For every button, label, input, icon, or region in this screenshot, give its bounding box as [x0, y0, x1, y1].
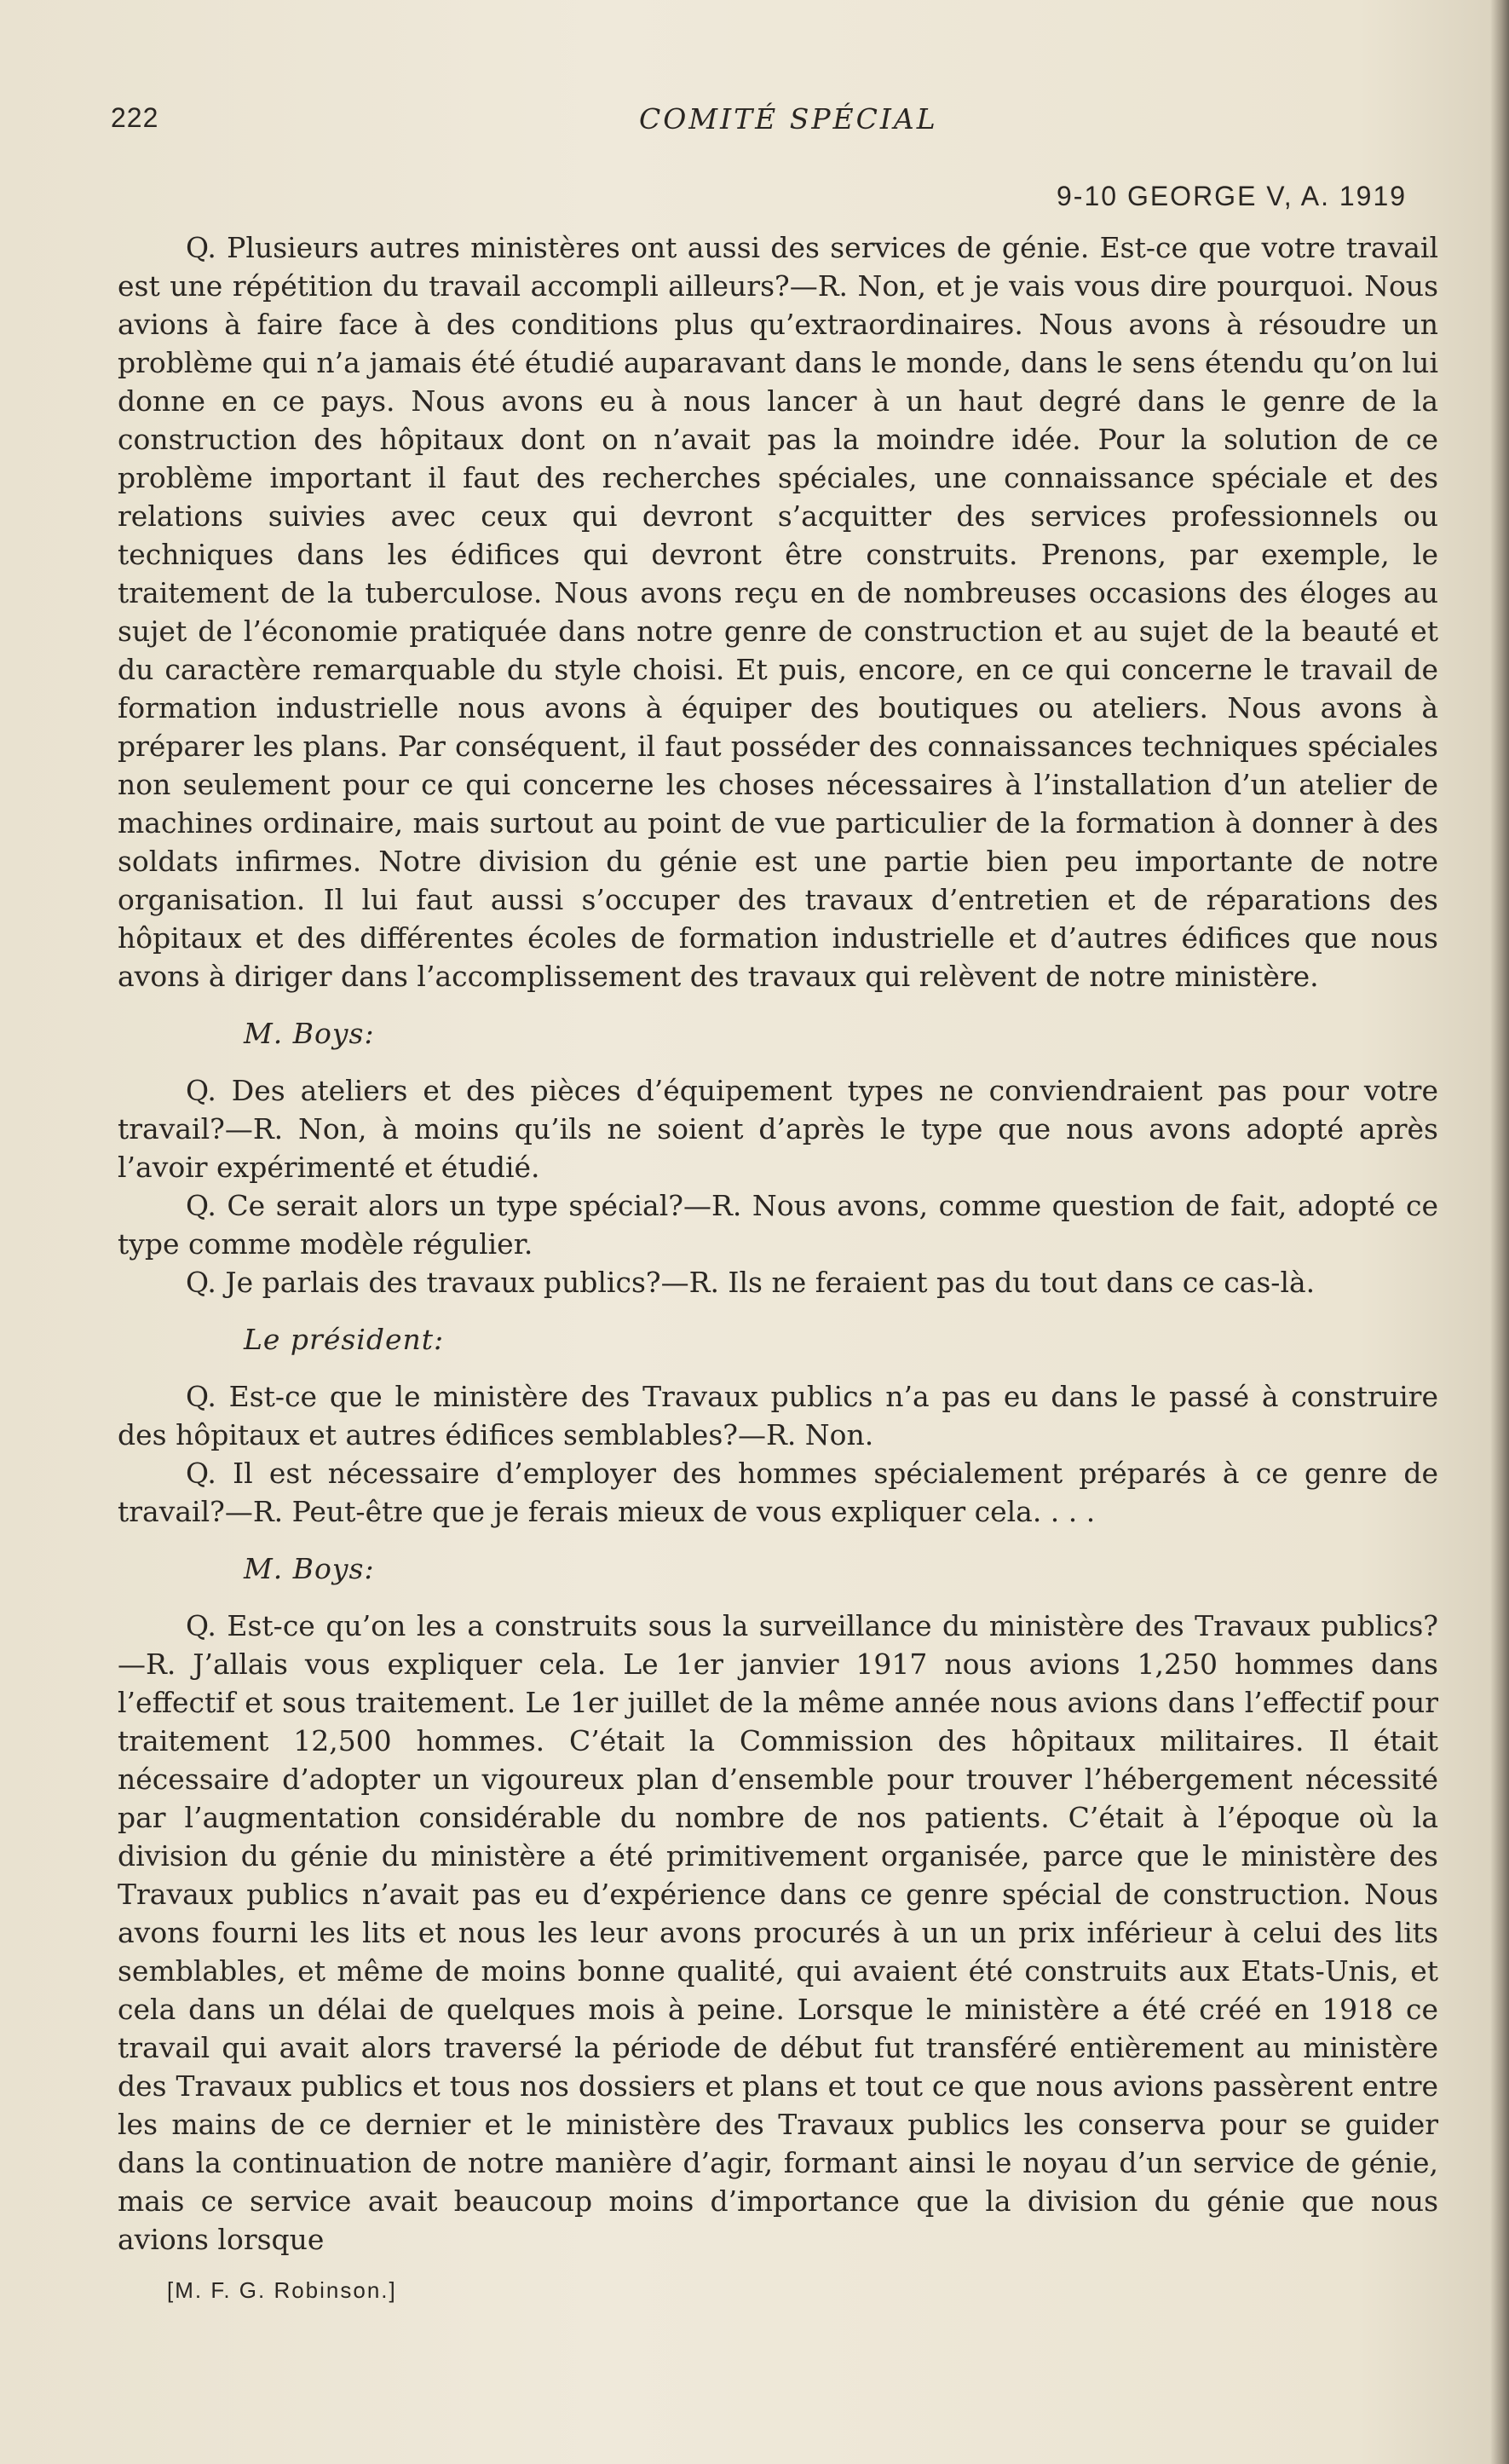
paragraph: Q. Est-ce qu’on les a construits sous la surveillance du ministère des Travaux publics?—R. J’allais vous expliquer cela. Le 1er janvier 1917 nous avions 1,250 hommes dans l’effectif et sous traitement. Le 1er juillet de la même année nous avions dans l’effectif pour traitement 12,500 hommes. C’était la Commission des hôpitaux militaires. Il était nécessaire d’adopter un vigoureux plan d’ensemble pour trouver l’hébergement nécessité par l’augmentation considérable du nombre de nos patients. C’était à l’époque où la division du génie du ministère a été primitivement organisée, parce que le ministère des Travaux publics n’avait pas eu d’expérience dans ce genre spécial de construction. Nous avons fourni les lits et nous les leur avons procurés à un un prix inférieur à celui des lits semblables, et même de moins bonne qualité, qui avaient été construits aux Etats-Unis, et cela dans un délai de quelques mois à peine. Lorsque le ministère a été créé en 1918 ce travail qui avait alors traversé la période de début fut transféré entièrement au ministère des Travaux publics et tous nos dossiers et plans et tout ce que nous avions passèrent entre les mains de ce dernier et le ministère des Travaux publics les conserva pour se guider dans la continuation de notre manière d’agir, formant ainsi le noyau d’un service de génie, mais ce service avait beaucoup moins d’importance que la division du génie que nous avions lorsque	[118, 1609, 1438, 2256]
footer-attribution: [M. F. G. Robinson.]	[167, 2277, 397, 2303]
page-edge-shadow	[1490, 0, 1509, 2464]
running-title: COMITÉ SPÉCIAL	[639, 102, 938, 136]
speaker-label: Le président:	[244, 1323, 445, 1356]
page-number: 222	[111, 102, 159, 133]
page-header	[111, 102, 1440, 153]
speaker-label: M. Boys:	[244, 1017, 375, 1050]
paragraph: Q. Plusieurs autres ministères ont aussi des services de génie. Est-ce que votre travail est une répétition du travail accompli ailleurs?—R. Non, et je vais vous dire pourquoi. Nous avions à faire face à des conditions plus qu’extraordinaires. Nous avons à résoudre un problème qui n’a jamais été étudié auparavant dans le monde, dans le sens étendu qu’on lui donne en ce pays. Nous avons eu à nous lancer à un haut degré dans le genre de la construction des hôpitaux dont on n’avait pas la moindre idée. Pour la solution de ce problème important il faut des recherches spéciales, une connaissance spéciale et des relations suivies avec ceux qui devront s’acquitter des services professionnels ou techniques dans les édifices qui devront être construits. Prenons, par exemple, le traitement de la tuberculose. Nous avons reçu en de nombreuses occasions des éloges au sujet de l’économie pratiquée dans notre genre de construction et au sujet de la beauté et du caractère remarquable du style choisi. Et puis, encore, en ce qui concerne le travail de formation industrielle nous avons à équiper des boutiques ou ateliers. Nous avons à préparer les plans. Par conséquent, il faut posséder des connaissances techniques spéciales non seulement pour ce qui concerne les choses nécessaires à l’installation d’un atelier de machines ordinaire, mais surtout au point de vue particulier de la formation à donner à des soldats infirmes. Notre division du génie est une partie bien peu importante de notre organisation. Il lui faut aussi s’occuper des travaux d’entretien et de réparations des hôpitaux et des différentes écoles de formation industrielle et d’autres édifices que nous avons à diriger dans l’accomplissement des travaux qui relèvent de notre ministère.	[118, 231, 1438, 993]
body-text	[118, 228, 1438, 2259]
speaker-label: M. Boys:	[244, 1552, 375, 1585]
paragraph: Q. Il est nécessaire d’employer des hommes spécialement préparés à ce genre de travail?—R. Peut-être que je ferais mieux de vous expliquer cela. . . .	[118, 1457, 1438, 1528]
session-label: 9-10 GEORGE V, A. 1919	[1057, 181, 1408, 211]
paragraph: Q. Je parlais des travaux publics?—R. Ils ne feraient pas du tout dans ce cas-là.	[186, 1266, 1316, 1299]
paragraph: Q. Des ateliers et des pièces d’équipement types ne conviendraient pas pour votre travail?—R. Non, à moins qu’ils ne soient d’après le type que nous avons adopté après l’avoir expérimenté et étudié.	[118, 1074, 1438, 1184]
paragraph: Q. Est-ce que le ministère des Travaux publics n’a pas eu dans le passé à construire des hôpitaux et autres édifices semblables?—R. Non.	[118, 1380, 1438, 1451]
paragraph: Q. Ce serait alors un type spécial?—R. Nous avons, comme question de fait, adopté ce type comme modèle régulier.	[118, 1189, 1438, 1261]
